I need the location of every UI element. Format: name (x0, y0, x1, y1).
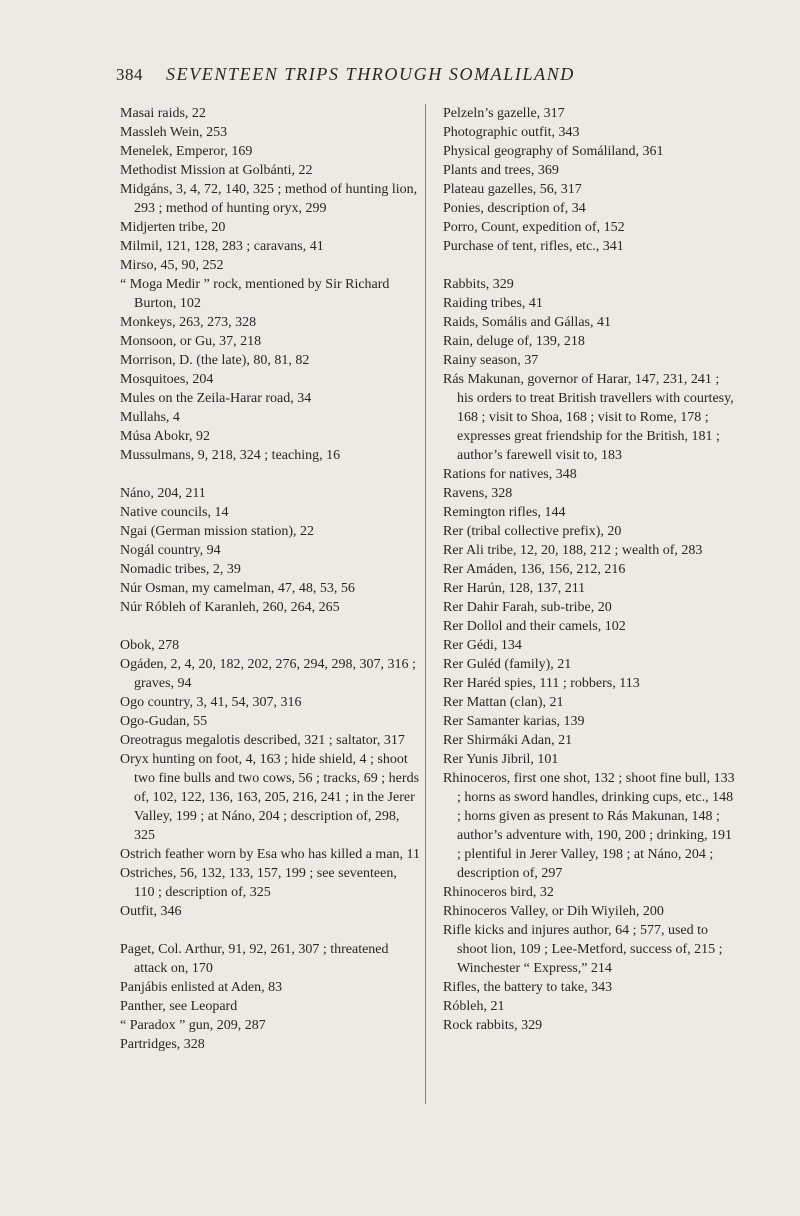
index-entry: Midjerten tribe, 20 (120, 220, 226, 235)
section-gap (120, 617, 420, 636)
index-entry: Núr Osman, my camelman, 47, 48, 53, 56 (120, 581, 355, 596)
index-entry: Náno, 204, 211 (120, 486, 206, 501)
index-entry: Mussulmans, 9, 218, 324 ; teaching, 16 (120, 448, 341, 463)
index-entry: Rer Guléd (family), 21 (443, 657, 572, 672)
index-entry: Rhinoceros Valley, or Dih Wiyileh, 200 (443, 904, 664, 919)
index-entry: Oreotragus megalotis described, 321 ; saltator, 317 (120, 733, 405, 748)
section-gap (443, 256, 735, 275)
section-gap (120, 921, 420, 940)
index-column-left (120, 104, 420, 1054)
index-entry: Milmil, 121, 128, 283 ; caravans, 41 (120, 239, 324, 254)
index-entry: Plants and trees, 369 (443, 163, 559, 178)
index-entry: Músa Abokr, 92 (120, 429, 211, 444)
index-entry: Masai raids, 22 (120, 106, 206, 121)
index-entry: Panther, see Leopard (120, 999, 238, 1014)
index-entry: Paget, Col. Arthur, 91, 92, 261, 307 ; threatened attack on, 170 (120, 942, 389, 976)
index-entry: Mullahs, 4 (120, 410, 180, 425)
index-entry: Massleh Wein, 253 (120, 125, 228, 140)
index-entry: Rer (tribal collective prefix), 20 (443, 524, 622, 539)
index-entry: Panjábis enlisted at Aden, 83 (120, 980, 283, 995)
index-entry: Ogo country, 3, 41, 54, 307, 316 (120, 695, 302, 710)
page-header (116, 64, 736, 85)
index-entry: Photographic outfit, 343 (443, 125, 580, 140)
index-entry: Monsoon, or Gu, 37, 218 (120, 334, 262, 349)
index-entry: Rock rabbits, 329 (443, 1018, 543, 1033)
index-entry: Mules on the Zeila-Harar road, 34 (120, 391, 312, 406)
index-entry: Rain, deluge of, 139, 218 (443, 334, 585, 349)
index-entry: Rer Haréd spies, 111 ; robbers, 113 (443, 676, 640, 691)
index-entry: Mirso, 45, 90, 252 (120, 258, 224, 273)
index-entry: Ponies, description of, 34 (443, 201, 586, 216)
index-entry: Ogáden, 2, 4, 20, 182, 202, 276, 294, 298, 307, 316 ; graves, 94 (120, 657, 416, 691)
index-column-right (443, 104, 735, 1035)
page-number: 384 (116, 65, 143, 84)
index-entry: Porro, Count, expedition of, 152 (443, 220, 625, 235)
index-entry: Physical geography of Somáliland, 361 (443, 144, 664, 159)
index-entry: Rer Gédi, 134 (443, 638, 522, 653)
index-entry: Ostriches, 56, 132, 133, 157, 199 ; see seventeen, 110 ; description of, 325 (120, 866, 397, 900)
index-entry: Oryx hunting on foot, 4, 163 ; hide shield, 4 ; shoot two fine bulls and two cows, 56 ; tracks, 69 ; herds of, 102, 122, 136, 163, 205, 216, 241 ; in the Jerer Valley, 199 ; at Náno, 204 ; description of, 298, 325 (120, 752, 420, 843)
index-entry: Ravens, 328 (443, 486, 513, 501)
section-gap (120, 465, 420, 484)
index-entry: Native councils, 14 (120, 505, 229, 520)
index-entry: Rabbits, 329 (443, 277, 514, 292)
index-entry: Plateau gazelles, 56, 317 (443, 182, 582, 197)
index-entry: Rer Shirmáki Adan, 21 (443, 733, 573, 748)
column-divider (425, 104, 426, 1104)
index-entry: Nomadic tribes, 2, 39 (120, 562, 241, 577)
index-entry: Rer Mattan (clan), 21 (443, 695, 564, 710)
index-entry: Partridges, 328 (120, 1037, 205, 1052)
index-entry: Midgáns, 3, 4, 72, 140, 325 ; method of hunting lion, 293 ; method of hunting oryx, 299 (120, 182, 418, 216)
index-entry: Rer Amáden, 136, 156, 212, 216 (443, 562, 626, 577)
index-entry: Ostrich feather worn by Esa who has killed a man, 11 (120, 847, 421, 862)
index-entry: Rer Samanter karias, 139 (443, 714, 585, 729)
index-entry: Rer Dahir Farah, sub-tribe, 20 (443, 600, 612, 615)
index-entry: Pelzeln’s gazelle, 317 (443, 106, 565, 121)
index-entry: “ Paradox ” gun, 209, 287 (120, 1018, 266, 1033)
index-entry: Rhinoceros, first one shot, 132 ; shoot fine bull, 133 ; horns as sword handles, drinking cups, etc., 148 ; horns given as present to Rás Makunan, 148 ; author’s adventure with, 190, 200 ; drinking, 191 ; plentiful in Jerer Valley, 198 ; at Náno, 204 ; description of, 297 (443, 771, 735, 881)
index-entry: Rer Harún, 128, 137, 211 (443, 581, 586, 596)
index-entry: Rás Makunan, governor of Harar, 147, 231, 241 ; his orders to treat British travellers with courtesy, 168 ; visit to Shoa, 168 ; visit to Rome, 178 ; expresses great friendship for the British, 181 ; author’s farewell visit to, 183 (443, 372, 734, 463)
index-entry: Rainy season, 37 (443, 353, 539, 368)
index-entry: Menelek, Emperor, 169 (120, 144, 253, 159)
index-entry: Rifle kicks and injures author, 64 ; 577, used to shoot lion, 109 ; Lee-Metford, success of, 215 ; Winchester “ Express,” 214 (443, 923, 723, 976)
index-entry: Outfit, 346 (120, 904, 182, 919)
index-entry: Methodist Mission at Golbánti, 22 (120, 163, 313, 178)
running-title: SEVENTEEN TRIPS THROUGH SOMALILAND (166, 64, 575, 84)
index-entry: Núr Róbleh of Karanleh, 260, 264, 265 (120, 600, 340, 615)
index-entry: Rations for natives, 348 (443, 467, 577, 482)
index-entry: Morrison, D. (the late), 80, 81, 82 (120, 353, 310, 368)
index-entry: Raids, Somális and Gállas, 41 (443, 315, 611, 330)
index-entry: Mosquitoes, 204 (120, 372, 214, 387)
index-entry: Obok, 278 (120, 638, 180, 653)
index-entry: Rhinoceros bird, 32 (443, 885, 554, 900)
index-entry: Róbleh, 21 (443, 999, 505, 1014)
index-entry: Remington rifles, 144 (443, 505, 566, 520)
index-entry: Rer Dollol and their camels, 102 (443, 619, 626, 634)
index-entry: Nogál country, 94 (120, 543, 221, 558)
index-entry: Rer Ali tribe, 12, 20, 188, 212 ; wealth of, 283 (443, 543, 703, 558)
index-entry: Monkeys, 263, 273, 328 (120, 315, 257, 330)
index-entry: Rifles, the battery to take, 343 (443, 980, 613, 995)
index-entry: Rer Yunis Jibril, 101 (443, 752, 559, 767)
index-entry: Purchase of tent, rifles, etc., 341 (443, 239, 624, 254)
index-entry: Ngai (German mission station), 22 (120, 524, 315, 539)
index-entry: Ogo-Gudan, 55 (120, 714, 208, 729)
index-entry: “ Moga Medir ” rock, mentioned by Sir Richard Burton, 102 (120, 277, 390, 311)
index-entry: Raiding tribes, 41 (443, 296, 543, 311)
